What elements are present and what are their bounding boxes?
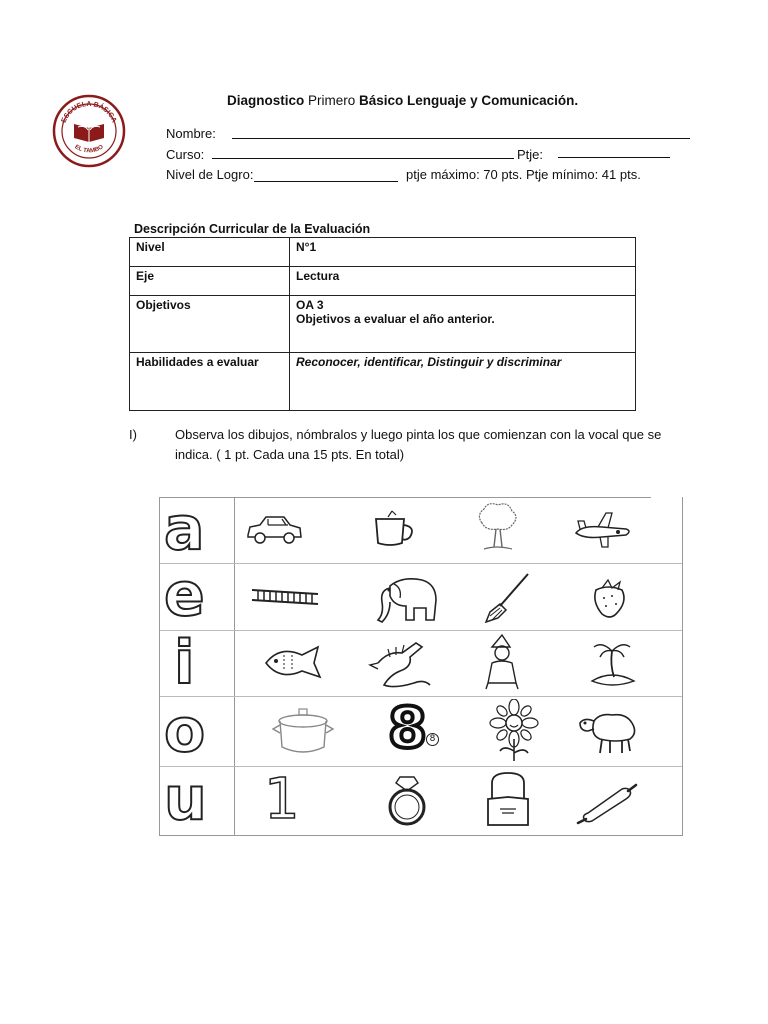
- row-value: Reconocer, identificar, Distinguir y discriminar: [290, 353, 636, 411]
- one-icon[interactable]: [264, 769, 314, 831]
- strawberry-icon[interactable]: [588, 574, 632, 622]
- mailbox-icon[interactable]: [484, 771, 532, 829]
- table-row: [130, 267, 636, 296]
- airplane-icon[interactable]: [572, 507, 634, 551]
- curso-label: Curso:: [166, 147, 205, 162]
- grid-row-o: [160, 696, 682, 767]
- row-divider: [234, 697, 235, 767]
- island-icon[interactable]: [588, 635, 638, 689]
- row-value: N°1: [290, 238, 636, 267]
- vowel-letter: u: [164, 764, 207, 834]
- curriculum-title: Descripción Curricular de la Evaluación: [134, 222, 371, 236]
- eight-numeral: 8: [388, 696, 427, 761]
- tree-icon[interactable]: [472, 501, 522, 557]
- question-line-2: indica. ( 1 pt. Cada una 15 pts. En total): [175, 447, 405, 462]
- svg-text:ESCUELA BÁSICA: ESCUELA BÁSICA: [60, 100, 118, 124]
- row-divider: [234, 564, 235, 631]
- ring-icon[interactable]: [384, 773, 430, 829]
- ptje-line[interactable]: [558, 156, 670, 158]
- ladder-icon[interactable]: [248, 582, 322, 612]
- one-numeral: 1: [264, 767, 300, 832]
- elephant-icon[interactable]: [372, 570, 442, 626]
- row-value-secondary: Objetivos a evaluar el año anterior.: [296, 312, 495, 326]
- row-value-block: [290, 296, 636, 353]
- ptje-label: Ptje:: [517, 147, 544, 162]
- iguana-icon[interactable]: [364, 633, 434, 693]
- vowel-letter: a: [164, 494, 205, 564]
- question-line-1: Observa los dibujos, nómbralos y luego pinta los que comienzan con la vocal que se: [175, 427, 662, 442]
- eight-icon[interactable]: [388, 696, 448, 763]
- fish-icon[interactable]: [260, 641, 326, 685]
- row-label: Nivel: [130, 238, 290, 267]
- broom-icon[interactable]: [482, 570, 534, 626]
- vowel-letter: e: [164, 560, 205, 630]
- curriculum-table: [129, 237, 636, 411]
- svg-text:EL TAMBO: EL TAMBO: [73, 144, 105, 155]
- table-row: [130, 296, 636, 353]
- eight-numeral-small: 8: [426, 733, 439, 746]
- flower-icon[interactable]: [486, 699, 542, 763]
- row-divider: [234, 497, 235, 563]
- car-icon[interactable]: [244, 511, 304, 547]
- grid-row-i: [160, 630, 682, 697]
- row-label: Eje: [130, 267, 290, 296]
- vowel-letter: o: [164, 696, 206, 766]
- page-title: Diagnostico Primero Básico Lenguaje y Comunicación.: [227, 93, 579, 108]
- grid-row-e: [160, 560, 682, 631]
- vowel-grid: [159, 494, 683, 836]
- curso-line[interactable]: [212, 157, 514, 159]
- row-label: Objetivos: [130, 296, 290, 353]
- table-row: [130, 353, 636, 411]
- grid-row-u: [160, 766, 682, 835]
- row-label: Habilidades a evaluar: [130, 353, 290, 411]
- rolling-pin-icon[interactable]: [574, 779, 640, 825]
- vowel-letter: i: [174, 628, 195, 698]
- school-logo: [52, 94, 126, 168]
- nombre-line[interactable]: [232, 137, 690, 139]
- grid-row-a: [160, 494, 682, 564]
- ptje-range: ptje máximo: 70 pts. Ptje mínimo: 41 pts.: [406, 167, 641, 182]
- question-number: I): [129, 427, 137, 442]
- cup-icon[interactable]: [370, 509, 420, 549]
- witch-icon[interactable]: [480, 633, 524, 691]
- nombre-label: Nombre:: [166, 126, 216, 141]
- table-row: [130, 238, 636, 267]
- nivel-logro-line[interactable]: [254, 180, 398, 182]
- nivel-logro-label: Nivel de Logro:: [166, 167, 254, 182]
- row-value: OA 3: [296, 298, 324, 312]
- row-divider: [234, 767, 235, 835]
- sheep-icon[interactable]: [576, 705, 640, 757]
- row-divider: [234, 631, 235, 697]
- row-value: Lectura: [290, 267, 636, 296]
- pot-icon[interactable]: [270, 707, 336, 759]
